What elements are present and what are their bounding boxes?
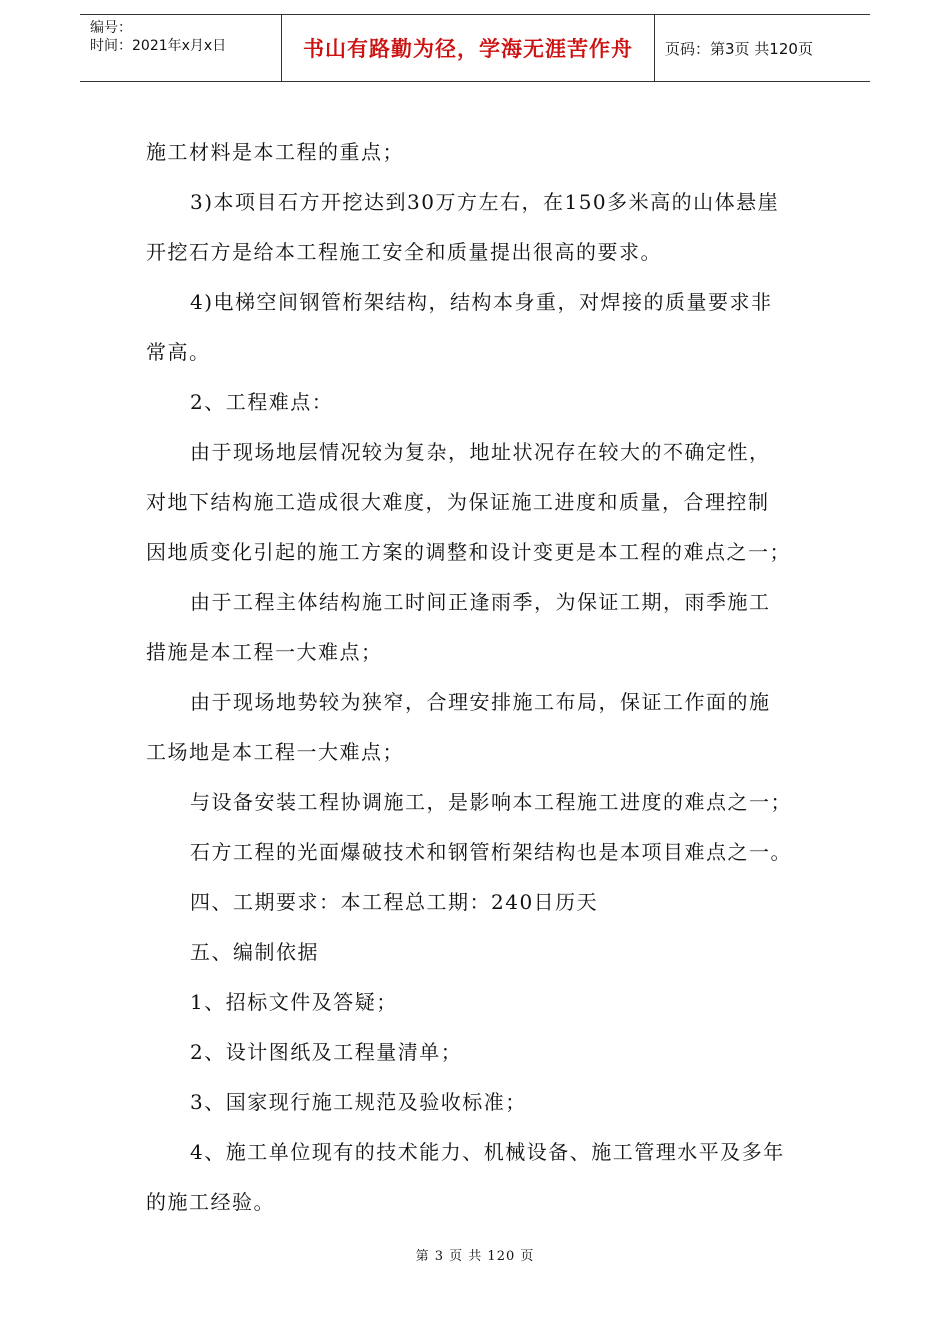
body-line: 2、工程难点： [190,390,334,414]
body-line: 3、国家现行施工规范及验收标准； [190,1090,527,1114]
body-line: 常高。 [146,340,211,364]
document-date-label: 时间：2021年x月x日 [90,38,227,54]
body-line: 四、工期要求：本工程总工期：240日历天 [190,890,599,914]
body-line: 4)电梯空间钢管桁架结构，结构本身重，对焊接的质量要求非 [190,290,773,314]
body-line: 由于现场地势较为狭窄，合理安排施工布局，保证工作面的施 [190,690,771,714]
body-line: 五、编制依据 [190,940,319,964]
body-line: 措施是本工程一大难点； [146,640,383,664]
header-meta [80,15,282,81]
page-header [80,14,870,82]
document-body [146,127,810,1227]
body-line: 施工材料是本工程的重点； [146,140,404,164]
body-line: 由于工程主体结构施工时间正逢雨季，为保证工期，雨季施工 [190,590,771,614]
body-line: 4、施工单位现有的技术能力、机械设备、施工管理水平及多年 [190,1140,785,1164]
body-line: 由于现场地层情况较为复杂，地址状况存在较大的不确定性， [190,440,771,464]
body-line: 1、招标文件及答疑； [190,990,398,1014]
body-line: 3)本项目石方开挖达到30万方左右，在150多米高的山体悬崖 [190,190,780,214]
page-footer: 第 3 页 共 120 页 [415,1249,535,1264]
body-line: 开挖石方是给本工程施工安全和质量提出很高的要求。 [146,240,662,264]
body-line: 的施工经验。 [146,1190,275,1214]
body-line: 工场地是本工程一大难点； [146,740,404,764]
body-line: 对地下结构施工造成很大难度，为保证施工进度和质量，合理控制 [146,490,770,514]
header-page-info: 页码：第3页 共120页 [665,39,813,58]
document-number-label: 编号： [90,20,132,36]
header-motto: 书山有路勤为径，学海无涯苦作舟 [282,15,655,81]
body-line: 2、设计图纸及工程量清单； [190,1040,463,1064]
body-line: 与设备安装工程协调施工，是影响本工程施工进度的难点之一； [190,790,792,814]
body-line: 因地质变化引起的施工方案的调整和设计变更是本工程的难点之一； [146,540,791,564]
body-line: 石方工程的光面爆破技术和钢管桁架结构也是本项目难点之一。 [190,840,792,864]
